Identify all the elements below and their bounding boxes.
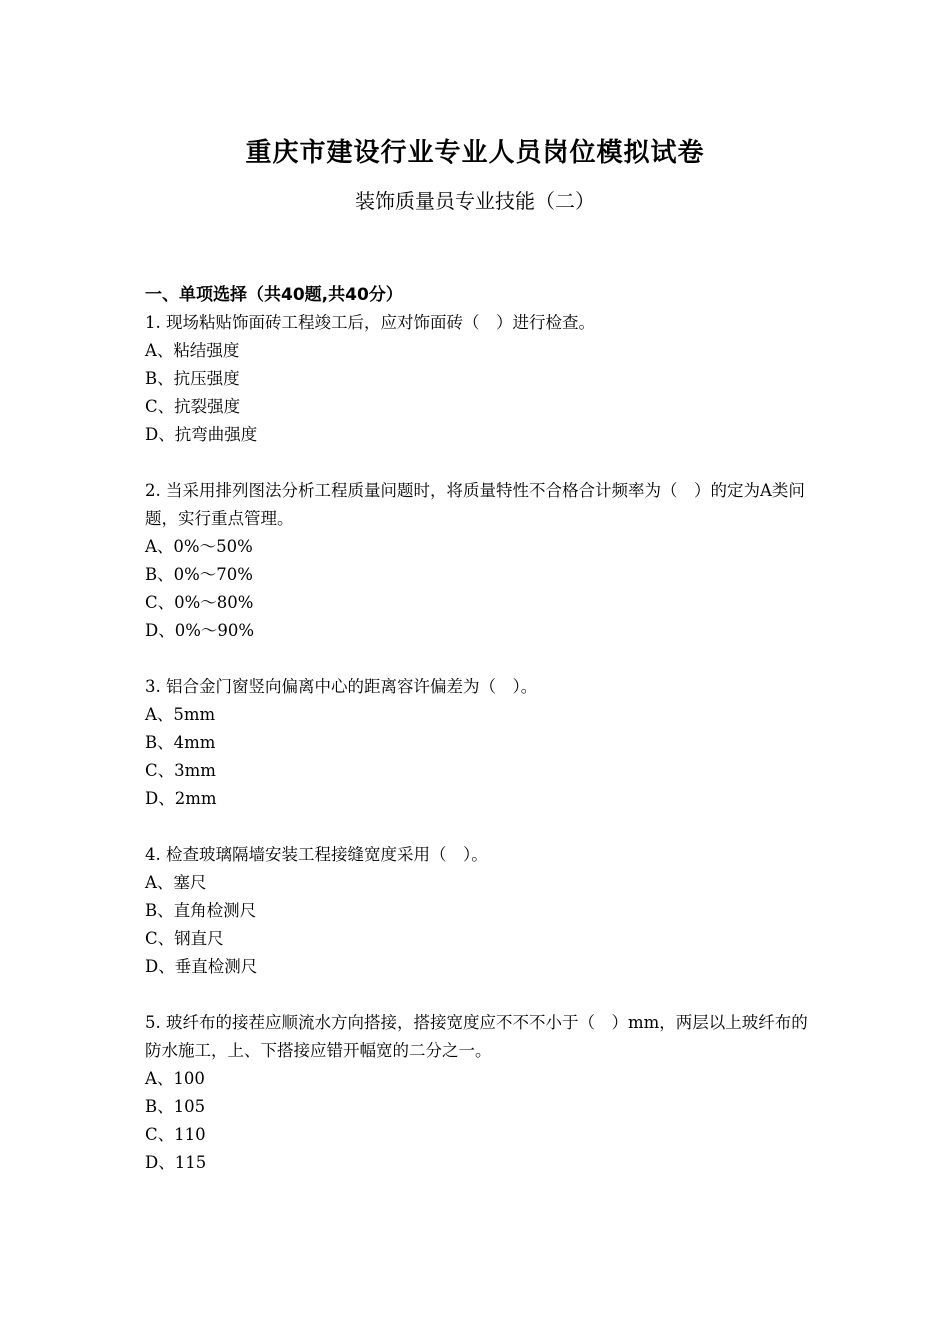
option-b: B、105 (145, 1097, 206, 1116)
option-a: A、塞尺 (145, 873, 207, 892)
page-subtitle: 装饰质量员专业技能（二） (355, 189, 595, 213)
section-heading: 一、单项选择（共40题,共40分） (145, 285, 403, 305)
question-stem: 2. 当采用排列图法分析工程质量问题时，将质量特性不合格合计频率为（ ）的定为A类问题，实行重点管理。 (145, 481, 805, 528)
option-a: A、0%～50% (145, 537, 253, 556)
question-stem: 5. 玻纤布的接茬应顺流水方向搭接，搭接宽度应不不不小于（ ）mm，两层以上玻纤布的防水施工，上、下搭接应错开幅宽的二分之一。 (145, 1013, 808, 1060)
question-5 (145, 1009, 810, 1177)
option-c: C、抗裂强度 (145, 397, 241, 416)
option-b: B、0%～70% (145, 565, 253, 584)
option-d: D、2mm (145, 789, 217, 808)
option-b: B、抗压强度 (145, 369, 240, 388)
option-a: A、粘结强度 (145, 341, 240, 360)
option-d: D、0%～90% (145, 621, 255, 640)
option-c: C、3mm (145, 761, 216, 780)
option-d: D、115 (145, 1153, 207, 1172)
option-d: D、抗弯曲强度 (145, 425, 258, 444)
option-c: C、0%～80% (145, 593, 254, 612)
page-title: 重庆市建设行业专业人员岗位模拟试卷 (245, 138, 705, 168)
option-b: B、4mm (145, 733, 216, 752)
option-a: A、5mm (145, 705, 216, 724)
question-4 (145, 841, 810, 981)
question-3 (145, 673, 810, 813)
option-c: C、110 (145, 1125, 206, 1144)
option-c: C、钢直尺 (145, 929, 224, 948)
question-list (145, 309, 810, 1205)
option-d: D、垂直检测尺 (145, 957, 258, 976)
question-stem: 3. 铝合金门窗竖向偏离中心的距离容许偏差为（ ）。 (145, 677, 538, 696)
question-2 (145, 477, 810, 645)
option-b: B、直角检测尺 (145, 901, 257, 920)
option-a: A、100 (145, 1069, 205, 1088)
question-1 (145, 309, 810, 449)
question-stem: 4. 检查玻璃隔墙安装工程接缝宽度采用（ ）。 (145, 845, 488, 864)
question-stem: 1. 现场粘贴饰面砖工程竣工后，应对饰面砖（ ）进行检查。 (145, 313, 595, 332)
